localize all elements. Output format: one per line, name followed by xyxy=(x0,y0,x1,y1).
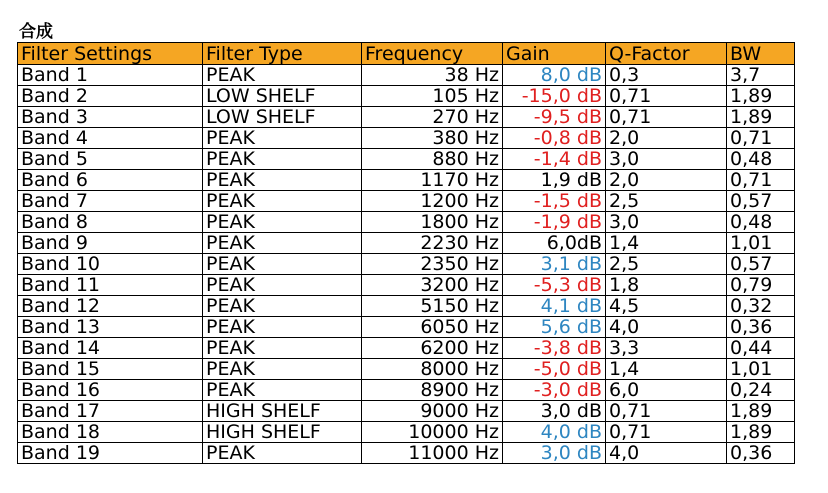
gain-cell: 3,0 dB xyxy=(503,401,606,422)
frequency-cell: 6200 Hz xyxy=(362,338,503,359)
header-q-factor: Q-Factor xyxy=(606,43,727,65)
gain-cell: 3,1 dB xyxy=(503,254,606,275)
bw-cell: 0,32 xyxy=(727,296,795,317)
gain-cell: 4,0 dB xyxy=(503,422,606,443)
gain-cell: -9,5 dB xyxy=(503,107,606,128)
gain-cell: 5,6 dB xyxy=(503,317,606,338)
table-row xyxy=(18,86,795,107)
bw-cell: 0,36 xyxy=(727,317,795,338)
sheet-title: 合成 xyxy=(19,22,53,42)
q-factor-cell: 2,5 xyxy=(606,254,727,275)
gain-cell: -1,4 dB xyxy=(503,149,606,170)
bw-cell: 1,89 xyxy=(727,422,795,443)
bw-cell: 0,71 xyxy=(727,170,795,191)
band-cell: Band 9 xyxy=(18,233,203,254)
bw-cell: 1,89 xyxy=(727,107,795,128)
table-row xyxy=(18,233,795,254)
table-row xyxy=(18,380,795,401)
header-row xyxy=(18,43,795,65)
band-cell: Band 3 xyxy=(18,107,203,128)
q-factor-cell: 0,3 xyxy=(606,65,727,86)
filter-type-cell: PEAK xyxy=(203,338,362,359)
table-body xyxy=(18,65,795,464)
bw-cell: 0,48 xyxy=(727,149,795,170)
filter-type-cell: PEAK xyxy=(203,296,362,317)
table-row xyxy=(18,149,795,170)
bw-cell: 1,01 xyxy=(727,233,795,254)
filter-type-cell: PEAK xyxy=(203,380,362,401)
q-factor-cell: 4,0 xyxy=(606,317,727,338)
table-row xyxy=(18,296,795,317)
table-row xyxy=(18,212,795,233)
band-cell: Band 15 xyxy=(18,359,203,380)
frequency-cell: 11000 Hz xyxy=(362,443,503,464)
table-row xyxy=(18,317,795,338)
band-cell: Band 2 xyxy=(18,86,203,107)
filter-settings-table xyxy=(17,42,795,464)
table-row xyxy=(18,359,795,380)
header-frequency: Frequency xyxy=(362,43,503,65)
q-factor-cell: 0,71 xyxy=(606,401,727,422)
q-factor-cell: 0,71 xyxy=(606,422,727,443)
q-factor-cell: 0,71 xyxy=(606,107,727,128)
bw-cell: 0,79 xyxy=(727,275,795,296)
table-row xyxy=(18,170,795,191)
frequency-cell: 8000 Hz xyxy=(362,359,503,380)
frequency-cell: 270 Hz xyxy=(362,107,503,128)
filter-type-cell: PEAK xyxy=(203,275,362,296)
q-factor-cell: 2,5 xyxy=(606,191,727,212)
bw-cell: 0,48 xyxy=(727,212,795,233)
frequency-cell: 1200 Hz xyxy=(362,191,503,212)
band-cell: Band 1 xyxy=(18,65,203,86)
frequency-cell: 380 Hz xyxy=(362,128,503,149)
gain-cell: 4,1 dB xyxy=(503,296,606,317)
gain-cell: 3,0 dB xyxy=(503,443,606,464)
band-cell: Band 14 xyxy=(18,338,203,359)
bw-cell: 1,89 xyxy=(727,401,795,422)
band-cell: Band 4 xyxy=(18,128,203,149)
band-cell: Band 12 xyxy=(18,296,203,317)
gain-cell: 1,9 dB xyxy=(503,170,606,191)
band-cell: Band 19 xyxy=(18,443,203,464)
table-row xyxy=(18,254,795,275)
bw-cell: 0,44 xyxy=(727,338,795,359)
filter-type-cell: LOW SHELF xyxy=(203,107,362,128)
bw-cell: 0,24 xyxy=(727,380,795,401)
filter-type-cell: HIGH SHELF xyxy=(203,422,362,443)
frequency-cell: 880 Hz xyxy=(362,149,503,170)
band-cell: Band 11 xyxy=(18,275,203,296)
gain-cell: 8,0 dB xyxy=(503,65,606,86)
frequency-cell: 105 Hz xyxy=(362,86,503,107)
q-factor-cell: 4,5 xyxy=(606,296,727,317)
filter-type-cell: HIGH SHELF xyxy=(203,401,362,422)
table-row xyxy=(18,65,795,86)
q-factor-cell: 2,0 xyxy=(606,128,727,149)
band-cell: Band 7 xyxy=(18,191,203,212)
bw-cell: 1,89 xyxy=(727,86,795,107)
q-factor-cell: 3,0 xyxy=(606,149,727,170)
q-factor-cell: 1,8 xyxy=(606,275,727,296)
filter-type-cell: PEAK xyxy=(203,149,362,170)
band-cell: Band 5 xyxy=(18,149,203,170)
table-row xyxy=(18,107,795,128)
gain-cell: -3,0 dB xyxy=(503,380,606,401)
gain-cell: -0,8 dB xyxy=(503,128,606,149)
band-cell: Band 13 xyxy=(18,317,203,338)
frequency-cell: 6050 Hz xyxy=(362,317,503,338)
frequency-cell: 1800 Hz xyxy=(362,212,503,233)
q-factor-cell: 1,4 xyxy=(606,233,727,254)
table-row xyxy=(18,191,795,212)
gain-cell: -5,0 dB xyxy=(503,359,606,380)
header-filter-settings: Filter Settings xyxy=(18,43,203,65)
bw-cell: 0,57 xyxy=(727,254,795,275)
table-row xyxy=(18,338,795,359)
q-factor-cell: 4,0 xyxy=(606,443,727,464)
frequency-cell: 2230 Hz xyxy=(362,233,503,254)
band-cell: Band 8 xyxy=(18,212,203,233)
band-cell: Band 18 xyxy=(18,422,203,443)
filter-type-cell: PEAK xyxy=(203,233,362,254)
gain-cell: -1,9 dB xyxy=(503,212,606,233)
gain-cell: -3,8 dB xyxy=(503,338,606,359)
filter-type-cell: PEAK xyxy=(203,254,362,275)
table-row xyxy=(18,275,795,296)
q-factor-cell: 3,0 xyxy=(606,212,727,233)
band-cell: Band 17 xyxy=(18,401,203,422)
bw-cell: 0,71 xyxy=(727,128,795,149)
header-gain: Gain xyxy=(503,43,606,65)
frequency-cell: 1170 Hz xyxy=(362,170,503,191)
table-row xyxy=(18,422,795,443)
frequency-cell: 3200 Hz xyxy=(362,275,503,296)
q-factor-cell: 3,3 xyxy=(606,338,727,359)
frequency-cell: 5150 Hz xyxy=(362,296,503,317)
band-cell: Band 6 xyxy=(18,170,203,191)
q-factor-cell: 0,71 xyxy=(606,86,727,107)
filter-type-cell: PEAK xyxy=(203,212,362,233)
table-row xyxy=(18,401,795,422)
filter-type-cell: PEAK xyxy=(203,128,362,149)
filter-type-cell: PEAK xyxy=(203,443,362,464)
bw-cell: 1,01 xyxy=(727,359,795,380)
bw-cell: 3,7 xyxy=(727,65,795,86)
gain-cell: 6,0dB xyxy=(503,233,606,254)
filter-type-cell: PEAK xyxy=(203,170,362,191)
q-factor-cell: 2,0 xyxy=(606,170,727,191)
gain-cell: -5,3 dB xyxy=(503,275,606,296)
band-cell: Band 10 xyxy=(18,254,203,275)
frequency-cell: 8900 Hz xyxy=(362,380,503,401)
frequency-cell: 2350 Hz xyxy=(362,254,503,275)
filter-type-cell: PEAK xyxy=(203,359,362,380)
filter-type-cell: PEAK xyxy=(203,191,362,212)
header-filter-type: Filter Type xyxy=(203,43,362,65)
gain-cell: -15,0 dB xyxy=(503,86,606,107)
table-row xyxy=(18,443,795,464)
q-factor-cell: 6,0 xyxy=(606,380,727,401)
bw-cell: 0,36 xyxy=(727,443,795,464)
filter-type-cell: LOW SHELF xyxy=(203,86,362,107)
gain-cell: -1,5 dB xyxy=(503,191,606,212)
header-bw: BW xyxy=(727,43,795,65)
frequency-cell: 38 Hz xyxy=(362,65,503,86)
table-row xyxy=(18,128,795,149)
filter-type-cell: PEAK xyxy=(203,317,362,338)
q-factor-cell: 1,4 xyxy=(606,359,727,380)
frequency-cell: 10000 Hz xyxy=(362,422,503,443)
band-cell: Band 16 xyxy=(18,380,203,401)
bw-cell: 0,57 xyxy=(727,191,795,212)
filter-type-cell: PEAK xyxy=(203,65,362,86)
frequency-cell: 9000 Hz xyxy=(362,401,503,422)
